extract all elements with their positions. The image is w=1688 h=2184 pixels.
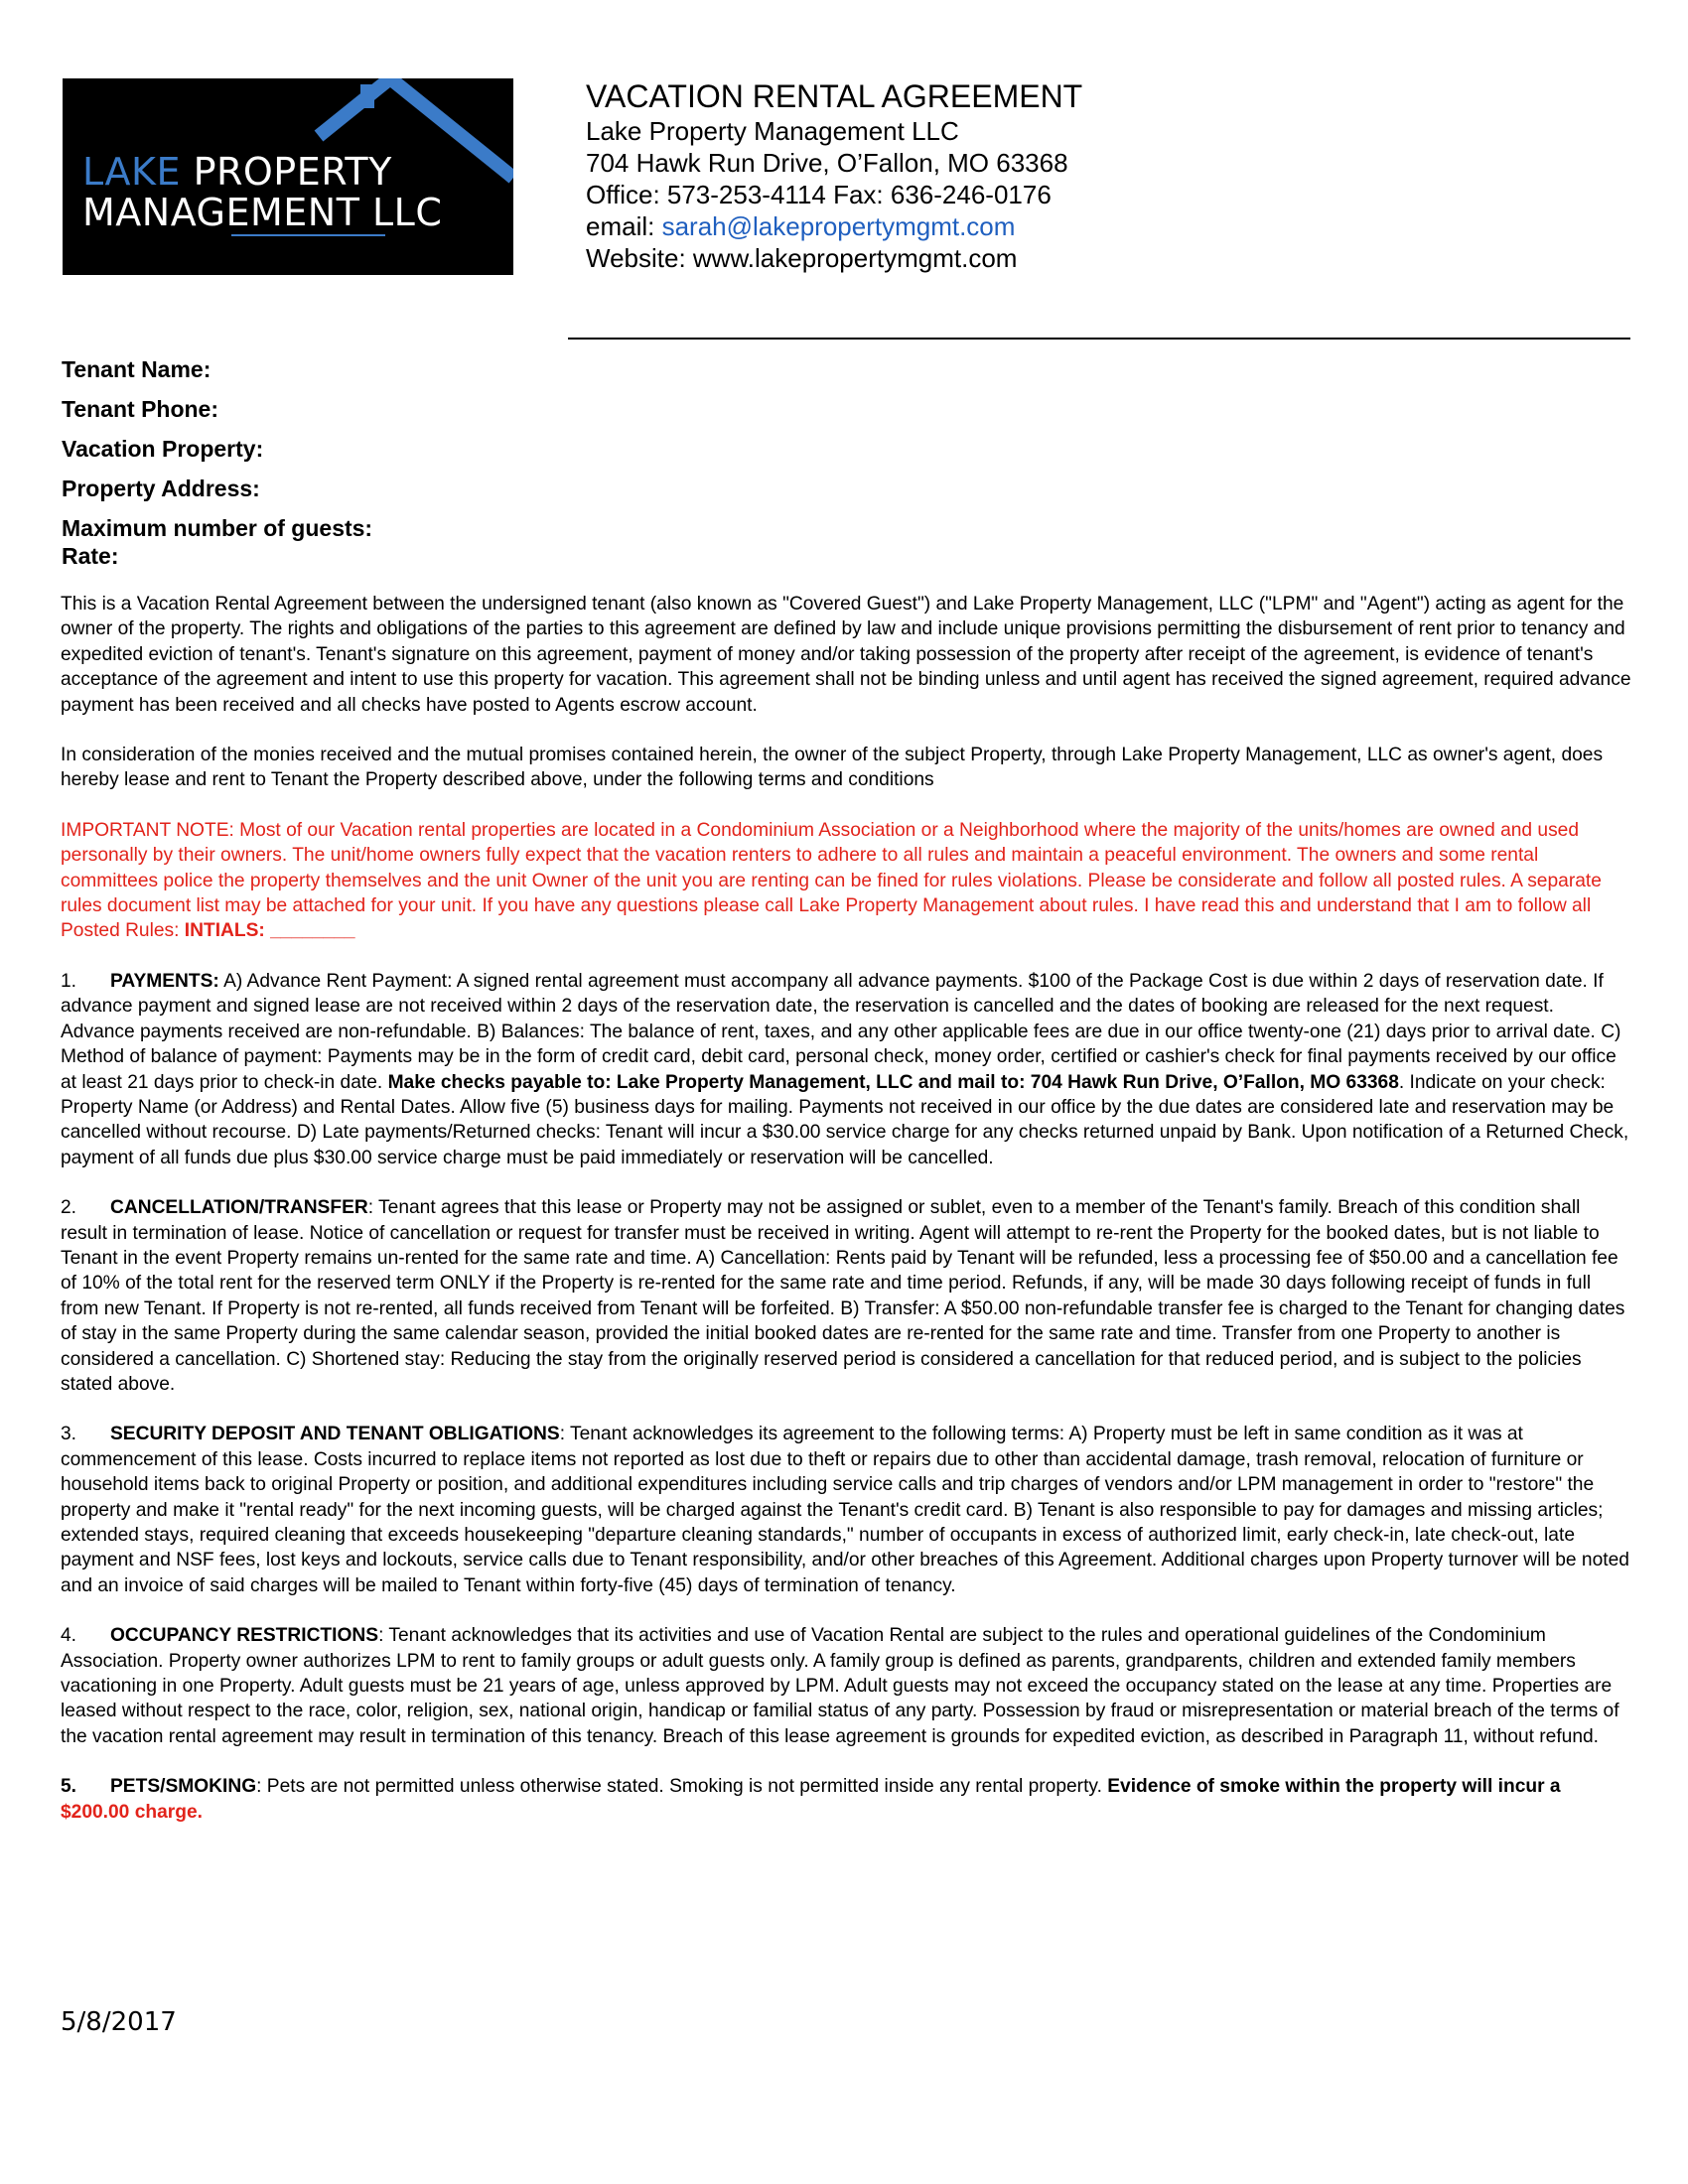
initials-field: INTIALS: ________ <box>184 920 355 942</box>
footer-date: 5/8/2017 <box>61 2007 177 2037</box>
company-website: Website: www.lakepropertymgmt.com <box>586 243 1018 273</box>
vacation-property-label: Vacation Property: <box>62 436 264 462</box>
logo-line-2: MANAGEMENT LLC <box>82 191 443 234</box>
section-payments: 1. PAYMENTS: A) Advance Rent Payment: A signed rental agreement must accompany all advance payments. $100 of the Package Cost is due within 2 days of reservation date. If advance payment and signed lease are not received within 2 days of the reservation date, the reservation is cancelled and the dates of booking are released for the next request. Advance payments received are non-refundable. B) Balances: The balance of rent, taxes, and any other applicable fees are due in our office twenty-one (21) days prior to arrival date. C) Method of balance of payment: Payments may be in the form of credit card, debit card, personal check, money order, certified or cashier's check for final payments received by our office at least 21 days prior to check-in date. Make checks payable to: Lake Property Management, LLC and mail to: 704 Hawk Run Drive, O’Fallon, MO 63368. Indicate on your check: Property Name (or Address) and Rental Dates. Allow five (5) business days for mailing. Payments not received in our office by the due dates are considered late and reservation may be cancelled without recourse. D) Late payments/Returned checks: Tenant will incur a $30.00 service charge for any checks returned unpaid by Bank. Upon notification of a Returned Check, payment of all funds due plus $30.00 service charge must be paid immediately or reservation will be cancelled. <box>61 970 1629 1168</box>
section-pets-smoking: 5. PETS/SMOKING: Pets are not permitted unless otherwise stated. Smoking is not permitted inside any rental property. Evidence of smoke within the property will incur a $200.00 charge. <box>61 1776 1561 1823</box>
agency-info <box>586 77 1628 274</box>
company-address: 704 Hawk Run Drive, O’Fallon, MO 63368 <box>586 148 1068 178</box>
rate-label: Rate: <box>62 543 119 569</box>
section-heading: CANCELLATION/TRANSFER <box>110 1197 368 1219</box>
company-name: Lake Property Management LLC <box>586 116 959 146</box>
section-cancellation: 2. CANCELLATION/TRANSFER: Tenant agrees that this lease or Property may not be assigned or sublet, even to a member of the Tenant's family. Breach of this condition shall result in termination of lease. Notice of cancellation or request for transfer must be received in writing. Agent will attempt to re-rent the Property for the booked dates, but is not liable to Tenant in the event Property remains un-rented for the same rate and time. A) Cancellation: Rents paid by Tenant will be refunded, less a processing fee of $50.00 and a cancellation fee of 10% of the total rent for the reserved term ONLY if the Property is re-rented for the same rate and time period. Refunds, if any, will be made 30 days following receipt of funds in full from new Tenant. If Property is not re-rented, all funds received from Tenant will be forfeited. B) Transfer: A $50.00 non-refundable transfer fee is charged to the Tenant for changing dates of stay in the same Property during the same calendar season, provided the initial booked dates are re-rented for the same rate and time. Transfer from one Property to another is considered a cancellation. C) Shortened stay: Reducing the stay from the originally reserved period is considered a cancellation for that reduced period, and is subject to the policies stated above. <box>61 1197 1625 1395</box>
tenant-phone-label: Tenant Phone: <box>62 396 219 422</box>
agreement-body <box>61 592 1631 1849</box>
section-occupancy: 4. OCCUPANCY RESTRICTIONS: Tenant acknowledges that its activities and use of Vacation Rental are subject to the rules and operational guidelines of the Condominium Association. Property owner authorizes LPM to rent to family groups or adult guests only. A family group is defined as parents, grandparents, children and extended family members vacationing in one Property. Adult guests must be 21 years of age, unless approved by LPM. Adult guests may not exceed the occupancy stated on the lease at any time. Properties are leased without respect to the race, color, religion, sex, national origin, handicap or familial status of any party. Possession by fraud or misrepresentation or material breach of the terms of the vacation rental agreement may result in termination of this tenancy. Breach of this lease agreement is grounds for expedited eviction, as described in Paragraph 11, without refund. <box>61 1625 1619 1747</box>
property-address-label: Property Address: <box>62 476 260 501</box>
tenant-fields <box>62 349 657 570</box>
tenant-name-label: Tenant Name: <box>62 356 211 382</box>
header-divider <box>568 338 1630 340</box>
section-security-deposit: 3. SECURITY DEPOSIT AND TENANT OBLIGATIONS: Tenant acknowledges its agreement to the following terms: A) Property must be left in same condition as it was at commencement of this lease. Costs incurred to replace items not reported as lost due to theft or repairs due to other than accidental damage, trash removal, relocation of furniture or household items back to original Property or position, and additional expenditures including service calls and trip charges of vendors and/or LPM management in order to "restore" the property and make it "rental ready" for the next incoming guests, will be charged against the Tenant's credit card. B) Tenant is also responsible to pay for damages and missing articles; extended stays, required cleaning that exceeds housekeeping "departure cleaning standards," number of occupants in excess of authorized limit, early check-in, late check-out, late payment and NSF fees, lost keys and lockouts, service calls due to Tenant responsibility, and/or other breaches of this Agreement. Additional charges upon Property turnover will be noted and an invoice of said charges will be mailed to Tenant within forty-five (45) days of termination of tenancy. <box>61 1424 1629 1596</box>
company-email: email: sarah@lakepropertymgmt.com <box>586 211 1016 241</box>
logo-line-1: LAKE PROPERTY <box>82 150 392 194</box>
section-heading: PAYMENTS: <box>110 970 219 992</box>
smoke-charge: $200.00 charge. <box>61 1801 203 1823</box>
section-heading: SECURITY DEPOSIT AND TENANT OBLIGATIONS <box>110 1424 560 1445</box>
email-link[interactable]: sarah@lakepropertymgmt.com <box>661 211 1016 241</box>
document-title: VACATION RENTAL AGREEMENT <box>586 78 1083 114</box>
important-note: IMPORTANT NOTE: Most of our Vacation rental properties are located in a Condominium Association or a Neighborhood where the majority of the units/homes are owned and used personally by their owners. The unit/home owners fully expect that the vacation renters to adhere to all rules and maintain a peaceful environment. The owners and some rental committees police the property themselves and the unit Owner of the unit you are renting can be fined for rules violations. Please be considerate and follow all posted rules. A separate rules document list may be attached for your unit. If you have any questions please call Lake Property Management about rules. I have read this and understand that I am to follow all Posted Rules: INTIALS: ________ <box>61 819 1602 942</box>
company-logo <box>63 78 513 275</box>
consideration-paragraph: In consideration of the monies received and the mutual promises contained herein, the owner of the subject Property, through Lake Property Management, LLC as owner's agent, does hereby lease and rent to Tenant the Property described above, under the following terms and conditions <box>61 745 1604 791</box>
section-heading: OCCUPANCY RESTRICTIONS <box>110 1625 379 1647</box>
max-guests-label: Maximum number of guests: <box>62 515 373 541</box>
company-phones: Office: 573-253-4114 Fax: 636-246-0176 <box>586 180 1052 209</box>
intro-paragraph: This is a Vacation Rental Agreement between the undersigned tenant (also known as "Covered Guest") and Lake Property Management, LLC ("LPM" and "Agent") acting as agent for the owner of the property. The rights and obligations of the parties to this agreement are defined by law and include unique provisions permitting the disbursement of rent prior to tenancy and expedited eviction of tenant's. Tenant's signature on this agreement, payment of money and/or taking possession of the property after receipt of the agreement, is evidence of tenant's acceptance of the agreement and intent to use this property for vacation. This agreement shall not be binding unless and until agent has received the signed agreement, required advance payment has been received and all checks have posted to Agents escrow account. <box>61 594 1631 716</box>
section-heading: PETS/SMOKING <box>110 1776 257 1798</box>
